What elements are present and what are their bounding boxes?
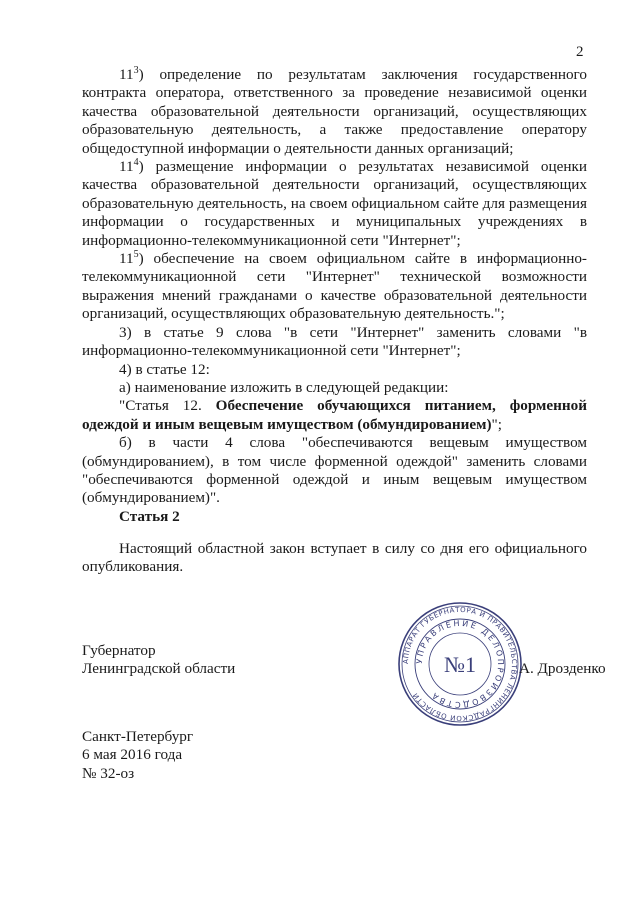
article-2-text: Настоящий областной закон вступает в силу со дня его официального опубликования. xyxy=(82,540,587,576)
stamp-outer-text: АППАРАТ ГУБЕРНАТОРА И ПРАВИТЕЛЬСТВА ЛЕНИНГРАДСКОЙ ОБЛАСТИ xyxy=(401,605,519,723)
paragraph-4a: а) наименование изложить в следующей редакции: xyxy=(119,378,449,396)
signatory-name: А. Дрозденко xyxy=(519,660,606,677)
city: Санкт-Петербург xyxy=(82,728,194,745)
paragraph-11-5: $11^5$) обеспечение на своем официальном сайте в информационно-телекоммуникационной сети "Интернет" технической возможности выражения мнений гражданами о качестве образовательной деятельности организаций, осуществляющих образовательную деятельность."; xyxy=(82,249,587,323)
paragraph-4: 4) в статье 12: xyxy=(119,360,210,378)
paragraph-11-4: $11^4$) размещение информации о результатах независимой оценки качества образовательной деятельности организаций, осуществляющих образовательную деятельность, на своем официальном сайте для размещения информации о государственных и муниципальных учреждениях в информационно-телекоммуникационной сети "Интернет"; xyxy=(82,156,587,249)
paragraph-3: 3) в статье 9 слова "в сети "Интернет" заменить словами "в информационно-телекоммуникационной сети "Интернет"; xyxy=(82,323,587,360)
law-number: № 32-оз xyxy=(82,764,135,782)
law-date: 6 мая 2016 года xyxy=(82,746,183,764)
paragraph-article12-title: "Статья 12. Обеспечение обучающихся питанием, форменной одеждой и иным вещевым имуществом (обмундированием)"; xyxy=(82,397,587,433)
signatory-title: Губернатор Ленинградской области xyxy=(82,642,236,678)
stamp-inner-text: УПРАВЛЕНИЕ ДЕЛОПРОИЗВОДСТВА xyxy=(414,618,506,710)
paragraph-11-3: $11^3$) определение по результатам заключения государственного контракта оператора, ответственного за проведение независимой оценки качества образовательной деятельности организаций, осуществляющих образовательную деятельность, а также предоставление оператору общедоступной информации о деятельности данных организаций; xyxy=(82,64,587,157)
amendment-text xyxy=(82,66,587,508)
place-date-number xyxy=(82,728,193,783)
paragraph-4b: б) в части 4 слова "обеспечиваются вещевым имуществом (обмундированием), в том числе форменной одеждой" заменить словами "обеспечиваются форменной одеждой и иным вещевым имуществом (обмундированием)". xyxy=(82,434,587,507)
stamp-number: №1 xyxy=(444,652,476,677)
official-seal-stamp xyxy=(396,600,524,728)
article-2-heading: Статья 2 xyxy=(119,508,180,525)
page-number: 2 xyxy=(576,44,584,60)
